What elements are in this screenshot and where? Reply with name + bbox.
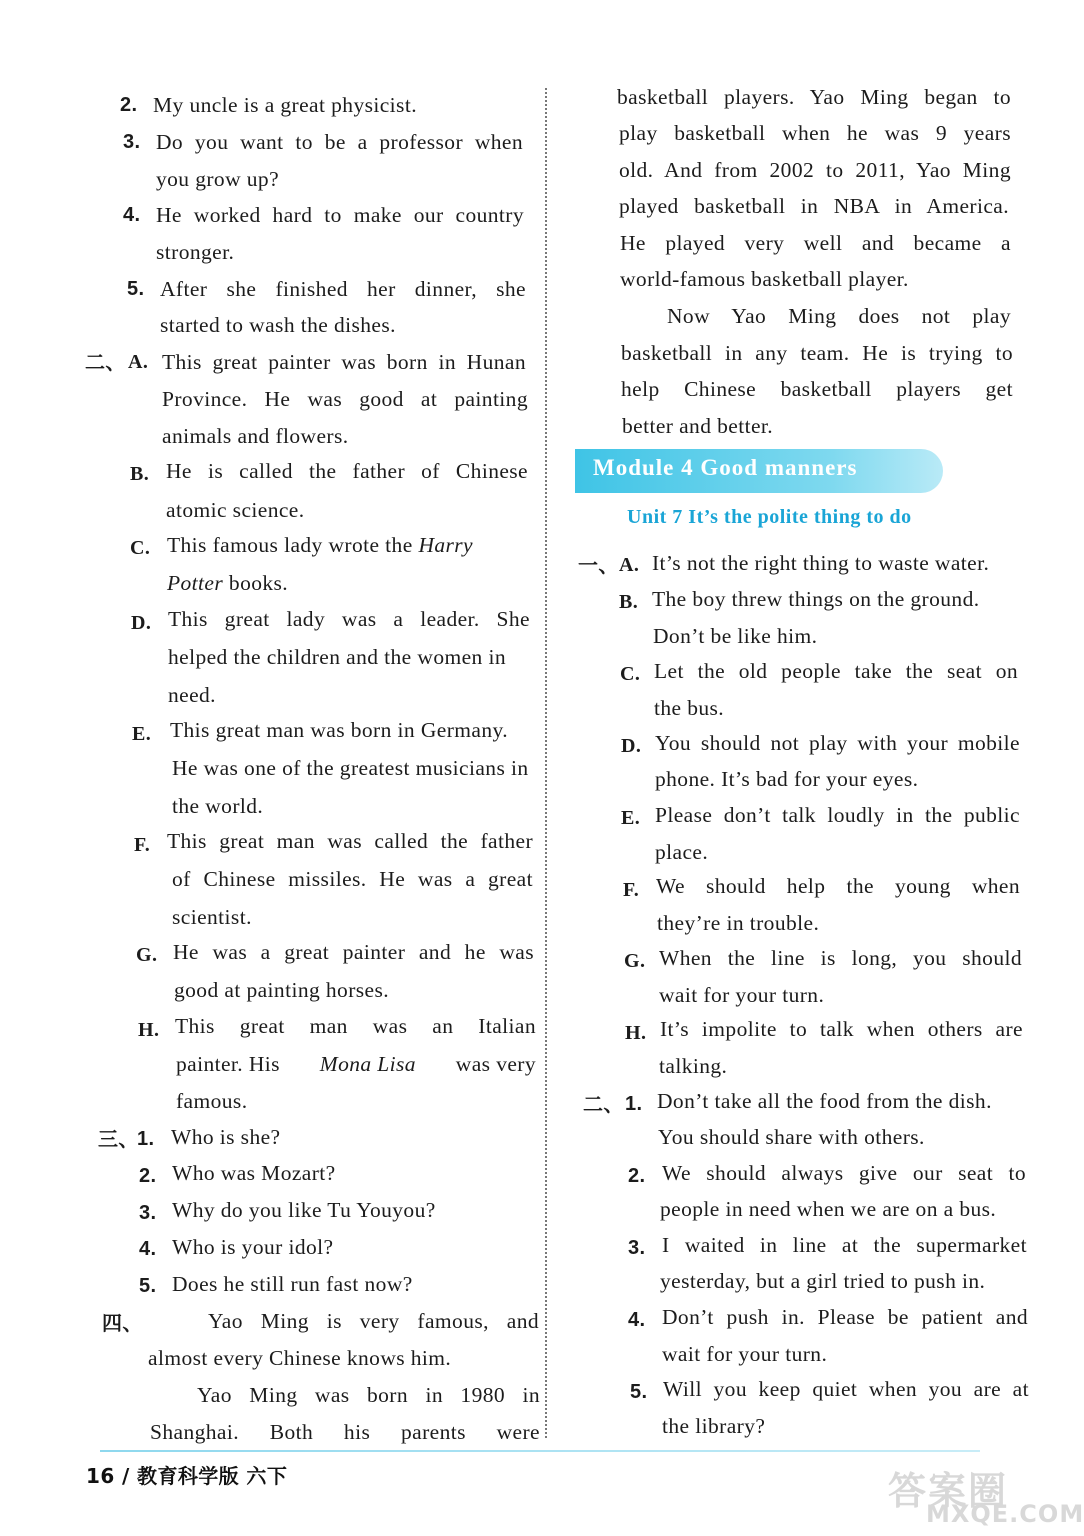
answer-text: play basketball when he was 9 years	[619, 121, 1011, 145]
book-title: Harry	[418, 533, 473, 557]
answer-text: Don’t be like him.	[653, 624, 818, 648]
answer-text: This great painter was born in Hunan	[162, 350, 526, 374]
item-letter: C.	[620, 663, 641, 685]
answer-text: world-famous basketball player.	[620, 267, 909, 291]
section-number: 一、	[578, 553, 619, 577]
answer-text: basketball players. Yao Ming began to	[617, 85, 1011, 109]
answer-text: the library?	[662, 1414, 766, 1438]
answer-text: When the line is long, you should	[659, 946, 1022, 970]
item-letter: D.	[621, 735, 642, 757]
watermark-top: 答案圈	[888, 1469, 1009, 1513]
item-number: 4.	[123, 204, 141, 226]
answer-text: We should always give our seat to	[662, 1161, 1026, 1185]
answer-text: Will you keep quiet when you are at	[663, 1377, 1029, 1401]
answer-text: Yao Ming is very famous, and	[208, 1309, 539, 1333]
answer-text: Who is she?	[171, 1125, 281, 1149]
item-letter: A.	[128, 351, 149, 373]
answer-text: This great man was called the father	[167, 829, 533, 853]
item-number: 2.	[139, 1165, 157, 1187]
answer-text: good at painting horses.	[174, 978, 390, 1002]
item-number: 3.	[139, 1202, 157, 1224]
answer-text: He was a great painter and he was	[173, 940, 534, 964]
answer-text: This great man was an Italian	[175, 1014, 536, 1038]
answer-text: He worked hard to make our country	[156, 203, 524, 227]
answer-text: wait for your turn.	[659, 983, 825, 1007]
answer-text: you grow up?	[156, 167, 280, 191]
item-letter: D.	[131, 612, 152, 634]
item-number: 4.	[139, 1238, 157, 1260]
book-title: Potter	[167, 571, 224, 595]
item-number: 5.	[630, 1381, 648, 1403]
answer-text: phone. It’s bad for your eyes.	[655, 767, 919, 791]
answer-text: helped the children and the women in	[168, 645, 506, 669]
answer-text: need.	[168, 683, 216, 707]
answer-text: This great lady was a leader. She	[168, 607, 530, 631]
item-number: 2.	[628, 1165, 646, 1187]
item-number: 5.	[139, 1275, 157, 1297]
answer-text: The boy threw things on the ground.	[652, 587, 980, 611]
answer-text: Don’t take all the food from the dish.	[657, 1089, 992, 1113]
answer-text: Let the old people take the seat on	[654, 659, 1018, 683]
item-number: 1.	[625, 1093, 643, 1115]
answer-text: Do you want to be a professor when	[156, 130, 523, 154]
answer-text: the world.	[172, 794, 264, 818]
item-letter: E.	[621, 807, 641, 829]
item-letter: H.	[138, 1019, 160, 1041]
item-number: 3.	[123, 131, 141, 153]
answer-text: old. And from 2002 to 2011, Yao Ming	[619, 158, 1011, 182]
answer-text: place.	[655, 840, 709, 864]
item-letter: B.	[619, 591, 639, 613]
item-letter: A.	[619, 554, 640, 576]
answer-text: people in need when we are on a bus.	[660, 1197, 997, 1221]
answer-text: basketball in any team. He is trying to	[621, 341, 1013, 365]
item-letter: F.	[623, 879, 640, 901]
answer-text: atomic science.	[166, 498, 305, 522]
item-letter: G.	[136, 944, 158, 966]
item-letter: C.	[130, 537, 151, 559]
answer-text: stronger.	[156, 240, 235, 264]
unit-title: Unit 7 It’s the polite thing to do	[627, 506, 912, 528]
answer-text: This famous lady wrote the Harry	[167, 533, 473, 557]
painting-title: Mona Lisa	[319, 1052, 416, 1076]
answer-text: Now Yao Ming does not play	[667, 304, 1011, 328]
answer-text: He was one of the greatest musicians in	[172, 756, 529, 780]
answer-text: animals and flowers.	[162, 424, 349, 448]
item-number: 1.	[137, 1128, 155, 1150]
page-footer: 16 / 教育科学版 六下	[86, 1464, 288, 1488]
section-number: 三、	[98, 1127, 139, 1151]
answer-text: scientist.	[172, 905, 252, 929]
answer-text: You should not play with your mobile	[655, 731, 1020, 755]
answer-text: It’s impolite to talk when others are	[660, 1017, 1023, 1041]
answer-text: wait for your turn.	[662, 1342, 828, 1366]
answer-text: almost every Chinese knows him.	[148, 1346, 452, 1370]
answer-text: they’re in trouble.	[657, 911, 820, 935]
answer-text: My uncle is a great physicist.	[153, 93, 417, 117]
footer-rule	[100, 1450, 980, 1452]
answer-text: better and better.	[622, 414, 774, 438]
section-number: 二、	[583, 1092, 624, 1116]
item-letter: H.	[625, 1022, 647, 1044]
answer-text: Who was Mozart?	[172, 1161, 336, 1185]
answer-text: He played very well and became a	[620, 231, 1011, 255]
item-number: 4.	[628, 1309, 646, 1331]
answer-text: Why do you like Tu Youyou?	[172, 1198, 436, 1222]
answer-text: yesterday, but a girl tried to push in.	[660, 1269, 986, 1293]
answer-text: Who is your idol?	[172, 1235, 334, 1259]
answer-text: Does he still run fast now?	[172, 1272, 413, 1296]
answer-text: Shanghai. Both his parents were	[150, 1420, 540, 1444]
answer-text: Please don’t talk loudly in the public	[655, 803, 1020, 827]
answer-text: famous.	[176, 1089, 248, 1113]
answer-text: It’s not the right thing to waste water.	[652, 551, 990, 575]
answer-text: You should share with others.	[658, 1125, 925, 1149]
answer-text: After she finished her dinner, she	[160, 277, 526, 301]
answer-text: Don’t push in. Please be patient and	[662, 1305, 1028, 1329]
answer-text: the bus.	[654, 696, 725, 720]
module-title: Module 4 Good manners	[593, 455, 858, 480]
item-number: 3.	[628, 1237, 646, 1259]
item-letter: F.	[134, 834, 151, 856]
module-banner	[575, 449, 943, 493]
answer-text: Yao Ming was born in 1980 in	[197, 1383, 540, 1407]
answer-text: help Chinese basketball players get	[621, 377, 1013, 401]
watermark-bottom: MXQE.COM	[926, 1500, 1084, 1528]
answer-text: Potter books.	[167, 571, 289, 595]
answer-text: started to wash the dishes.	[160, 313, 396, 337]
item-letter: B.	[130, 463, 150, 485]
item-letter: G.	[624, 950, 646, 972]
answer-text: I waited in line at the supermarket	[662, 1233, 1027, 1257]
watermark-logo	[880, 1460, 1084, 1530]
column-divider	[545, 88, 547, 1438]
item-letter: E.	[132, 723, 152, 745]
answer-text: played basketball in NBA in America.	[619, 194, 1009, 218]
item-number: 2.	[120, 94, 138, 116]
answer-text: Province. He was good at painting	[162, 387, 528, 411]
section-number: 二、	[85, 350, 126, 374]
answer-text: painter. His Mona Lisa was very	[176, 1049, 536, 1079]
answer-text: He is called the father of Chinese	[166, 459, 528, 483]
answer-text: talking.	[659, 1054, 728, 1078]
section-number: 四、	[102, 1311, 143, 1335]
answer-text: of Chinese missiles. He was a great	[172, 867, 533, 891]
answer-text: We should help the young when	[656, 874, 1020, 898]
answer-text: This great man was born in Germany.	[170, 718, 509, 742]
item-number: 5.	[127, 278, 145, 300]
